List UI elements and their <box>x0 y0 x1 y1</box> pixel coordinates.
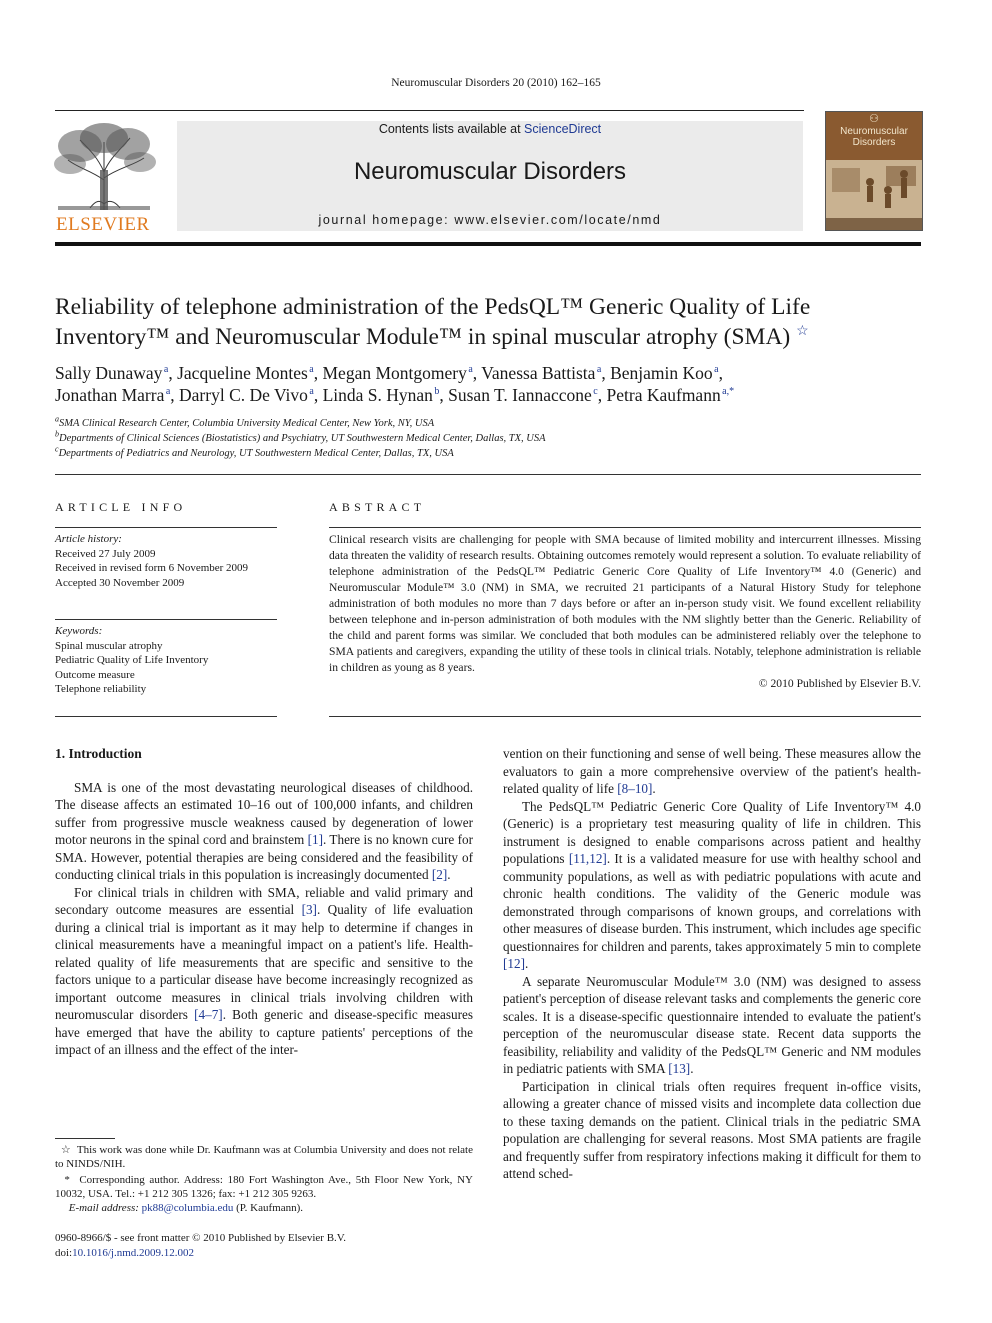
paragraph-text: vention on their functioning and sense of well being. These measures allow the evaluators to gain a more comprehensive overview of the patient's health-related quality of life <box>503 746 921 796</box>
article-info-heading: ARTICLE INFO <box>55 500 187 514</box>
abstract-divider <box>329 527 921 528</box>
article-info-bottom-divider <box>55 716 277 717</box>
affiliation-mark: c <box>55 444 59 454</box>
history-label: Article history: <box>55 533 122 545</box>
keyword-item: Outcome measure <box>55 668 135 681</box>
abstract-bottom-divider <box>329 716 921 717</box>
footnote-item <box>55 1173 473 1201</box>
journal-citation: Neuromuscular Disorders 20 (2010) 162–165 <box>391 77 601 89</box>
footnote-item <box>55 1143 473 1171</box>
elsevier-logo <box>50 120 160 235</box>
abstract-body <box>329 532 921 692</box>
author-separator: , <box>170 385 180 405</box>
header-thick-divider <box>55 242 921 246</box>
paragraph-text: SMA is one of the most devastating neurological diseases of childhood. The disease affects an estimated 10–16 out of 100,000 infants, and children suffer from progressive muscle weakness caused by degeneration of lower motor neurons in the spinal cord and brainstem <box>55 779 473 847</box>
elsevier-wordmark: ELSEVIER <box>56 214 150 235</box>
article-title <box>55 292 925 352</box>
email-suffix: (P. Kaufmann). <box>236 1202 304 1214</box>
author-separator: , <box>439 385 449 405</box>
author-name: Susan T. Iannaccone <box>448 385 592 405</box>
contents-prefix: Contents lists available at <box>378 122 525 136</box>
cover-title-line1: Neuromuscular <box>840 126 908 137</box>
doi-label: doi: <box>55 1247 73 1259</box>
paragraph-text: . <box>690 1061 694 1076</box>
reference-link[interactable]: [13] <box>668 1061 691 1076</box>
keywords-divider <box>55 619 277 620</box>
author-affiliation-mark[interactable]: a <box>163 364 169 376</box>
author-name: Sally Dunaway <box>55 363 163 383</box>
article-title-line1: Reliability of telephone administration of the PedsQL™ Generic Quality of Life <box>55 294 811 320</box>
cover-title-line2: Disorders <box>852 137 896 148</box>
keywords-label: Keywords: <box>55 625 103 637</box>
footnote-star-icon: ☆ <box>60 1144 71 1156</box>
author-name: Jacqueline Montes <box>177 363 308 383</box>
body-paragraph <box>55 779 473 884</box>
affiliation-text: Departments of Clinical Sciences (Biostatistics) and Psychiatry, UT Southwestern Medical Center, Dallas, TX, USA <box>59 433 546 444</box>
elsevier-tree-icon <box>50 120 160 212</box>
author-line-2 <box>55 384 935 406</box>
author-affiliation-mark[interactable]: c <box>593 386 598 398</box>
author-affiliation-mark[interactable]: a <box>714 364 719 376</box>
author-name: Megan Montgomery <box>322 363 467 383</box>
section-heading: 1. Introduction <box>55 746 142 761</box>
body-column-right <box>503 745 921 1183</box>
author-separator: , <box>168 363 178 383</box>
footnote-text: This work was done while Dr. Kaufmann was at Columbia University and does not relate to NINDS/NIH. <box>55 1144 473 1170</box>
author-name: Linda S. Hynan <box>322 385 433 405</box>
affiliation-item <box>55 431 935 446</box>
abstract-heading: ABSTRACT <box>329 500 426 514</box>
cover-title <box>826 112 922 160</box>
paragraph-text: . <box>447 867 451 882</box>
author-separator: , <box>597 385 607 405</box>
journal-cover-image <box>825 111 923 231</box>
author-line-1 <box>55 362 935 384</box>
paragraph-text: For clinical trials in children with SMA, reliable and valid primary and secondary outcome measures are essential <box>55 884 473 917</box>
article-metadata <box>55 1231 555 1261</box>
footnote-text: Corresponding author. Address: 180 Fort Washington Ave., 5th Floor New York, NY 10032, USA. Tel.: +1 212 305 1326; fax: +1 212 305 9263. <box>55 1174 474 1200</box>
reference-link[interactable]: [8–10] <box>617 781 653 796</box>
paragraph-text: . It is a validated measure for use with healthy school and community populations, as well as with pediatric populations with acute and chronic health conditions. The validity of the Generic module was demonstrated through comparisons of known groups, and correlations with other measures of disease burden. This instrument, which includes age specific questionnaires for children and parents, takes approximately 5 min to complete <box>503 851 921 954</box>
body-column-left <box>55 745 473 1059</box>
author-name: Vanessa Battista <box>481 363 596 383</box>
author-affiliation-mark[interactable]: a <box>309 364 314 376</box>
body-paragraph <box>55 884 473 1059</box>
reference-link[interactable]: [1] <box>307 832 323 847</box>
footnotes <box>55 1143 473 1215</box>
author-separator: , <box>718 363 723 383</box>
footnote-email <box>55 1201 473 1215</box>
author-affiliation-mark[interactable]: a <box>468 364 473 376</box>
author-affiliation-mark[interactable]: a <box>309 386 314 398</box>
article-title-line2: Inventory™ and Neuromuscular Module™ in spinal muscular atrophy (SMA) <box>55 324 791 350</box>
email-label: E-mail address: <box>68 1202 139 1214</box>
author-name: Darryl C. De Vivo <box>179 385 308 405</box>
affiliation-divider <box>55 474 921 475</box>
author-separator: , <box>313 385 323 405</box>
journal-banner <box>177 121 803 231</box>
body-paragraph <box>503 973 921 1078</box>
body-paragraph: Participation in clinical trials often requires frequent in-office visits, allowing a greater chance of missed visits and incomplete data collection due to these taxing demands on the patient. Clinical trials in the pediatric SMA population are challenging for several reasons. Most SMA patients are fragile and frequently suffer from respiratory infections making it difficult for them to attend sched- <box>503 1078 921 1181</box>
author-list <box>55 362 935 406</box>
issn-line: 0960-8966/$ - see front matter © 2010 Published by Elsevier B.V. <box>55 1232 347 1244</box>
paragraph-text: . There is no known cure for SMA. However, potential therapies are being considered and the feasibility of conducting clinical trials in this population is increasingly documented <box>55 832 473 882</box>
abstract-paragraph: Clinical research visits are challenging for people with SMA because of limited mobility and intercurrent illnesses. Missing data threaten the validity of research results. Obtaining outcomes remotely would represent a solution. To evaluate reliability of telephone administration of the PedsQL™ Pediatric Generic Core Quality of Life Inventory™ 4.0 (Generic) and Neuromuscular Module™ 3.0 (NM) in SMA, we recruited 21 participants of a Natural History Study for telephone administration of both modules no more than 7 days before or after an in-person study visit. We found excellent reliability between telephone and in-person administration of both modules with the NM slightly better than the Generic. Reliability of the child and parent forms was similar. We concluded that both modules can be administered reliably over the telephone to SMA patients and caregivers, expanding the utility of these tools in clinical trials. Notably, telephone administration is reliable in children as young as 8 years. <box>329 533 921 674</box>
journal-homepage-link[interactable]: journal homepage: www.elsevier.com/locate/nmd <box>318 213 662 227</box>
author-name: Petra Kaufmann <box>606 385 721 405</box>
sciencedirect-link[interactable]: ScienceDirect <box>524 122 602 136</box>
revised-date: Received in revised form 6 November 2009 <box>55 562 249 574</box>
author-separator: , <box>313 363 323 383</box>
paragraph-text: The PedsQL™ Pediatric Generic Core Quality of Life Inventory™ 4.0 (Generic) is a proprietary test measuring quality of life in children. This instrument is designed to enable comparisons across patient and healthy populations <box>503 798 921 866</box>
doi-link[interactable]: 10.1016/j.nmd.2009.12.002 <box>72 1247 195 1259</box>
author-affiliation-mark[interactable]: a,* <box>722 386 735 398</box>
body-paragraph <box>503 745 921 798</box>
author-separator: , <box>601 363 611 383</box>
keyword-item: Pediatric Quality of Life Inventory <box>55 654 209 666</box>
footnote-asterisk-icon: * <box>64 1174 70 1186</box>
affiliation-text: Departments of Pediatrics and Neurology, UT Southwestern Medical Center, Dallas, TX, USA <box>58 448 454 459</box>
accepted-date: Accepted 30 November 2009 <box>55 576 185 589</box>
affiliation-list <box>55 416 935 461</box>
affiliation-item <box>55 416 935 431</box>
footnote-divider <box>55 1138 115 1139</box>
cover-figures-icon <box>826 160 922 230</box>
author-affiliation-mark[interactable]: a <box>165 386 171 398</box>
author-name: Benjamin Koo <box>610 363 713 383</box>
paragraph-text: A separate Neuromuscular Module™ 3.0 (NM) was designed to assess patient's perception of disease relevant tasks and complements the generic core scales. It is a disease-specific questionnaire intended to evaluate the patient's perception of the neuromuscular disease state. Recent data supports the feasibility, reliability and validity of the PedsQL™ Generic and NM modules in pediatric patients with SMA <box>503 973 921 1076</box>
reference-link[interactable]: [4–7] <box>194 1007 223 1022</box>
reference-link[interactable]: [2] <box>431 867 448 882</box>
paragraph-text: . <box>524 956 529 971</box>
author-name: Jonathan Marra <box>55 385 165 405</box>
reference-link[interactable]: [3] <box>301 902 317 917</box>
article-history <box>55 532 277 590</box>
title-footnote-star-icon[interactable]: ☆ <box>796 324 809 340</box>
journal-title: Neuromuscular Disorders <box>353 158 627 185</box>
keyword-item: Telephone reliability <box>55 683 147 695</box>
affiliation-item <box>55 446 935 461</box>
paragraph-text: . Quality of life evaluation during a clinical trial is important as it may help to determine if changes in clinical measurements have a meaningful impact on a patient's life. Health-related quality of life measurements that are specific and sensitive to the factors unique to a particular disease have become increasingly recognized as important outcome measures in clinical trials involving children with neuromuscular disorders <box>55 902 473 1022</box>
author-affiliation-mark[interactable]: a <box>596 364 602 376</box>
body-paragraph <box>503 798 921 973</box>
paragraph-text: . <box>652 781 656 796</box>
doi-line <box>55 1246 555 1261</box>
affiliation-mark: a <box>55 414 59 424</box>
cover-emblem-icon: ⚇ <box>869 113 879 125</box>
article-info-divider <box>55 527 277 528</box>
author-affiliation-mark[interactable]: b <box>434 386 440 398</box>
email-link[interactable]: pk88@columbia.edu <box>141 1202 234 1214</box>
header-divider <box>55 110 804 111</box>
reference-link[interactable]: [12] <box>503 956 525 971</box>
keyword-item: Spinal muscular atrophy <box>55 639 163 652</box>
received-date: Received 27 July 2009 <box>55 547 156 560</box>
paragraph-text: . Both generic and disease-specific measures have emerged that have the ability to capture patients' perceptions of the impact of an illness and the effect of the inter- <box>55 1007 473 1057</box>
contents-line <box>177 122 803 136</box>
affiliation-text: SMA Clinical Research Center, Columbia University Medical Center, New York, NY, USA <box>59 418 435 429</box>
abstract-copyright: © 2010 Published by Elsevier B.V. <box>758 677 921 690</box>
reference-link[interactable]: [11,12] <box>568 851 607 866</box>
author-separator: , <box>472 363 482 383</box>
affiliation-mark: b <box>55 429 59 439</box>
keyword-list <box>55 624 277 697</box>
